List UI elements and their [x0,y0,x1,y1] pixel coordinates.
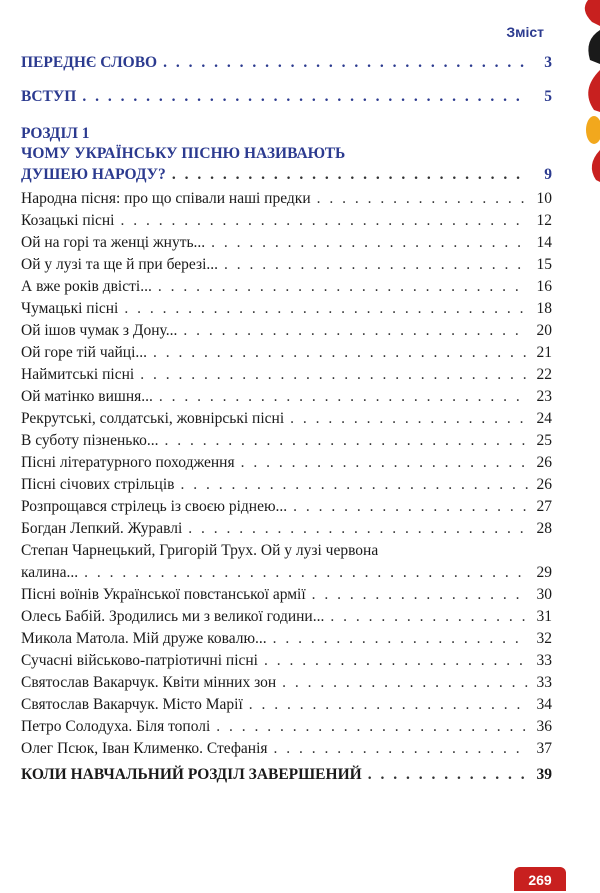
toc-entry-title: Ой у лузі та ще й при березі... [21,256,219,273]
toc-entry-title: А вже років двісті... [21,278,152,295]
toc-entry-page: 29 [536,564,552,581]
dot-leader [224,254,528,276]
toc-entry-title: КОЛИ НАВЧАЛЬНИЙ РОЗДІЛ ЗАВЕРШЕНИЙ [21,766,362,783]
toc-entry-page: 37 [536,740,552,757]
toc-entry-page: 24 [536,410,552,427]
chapter-heading[interactable] [21,124,552,186]
dot-leader [290,408,528,430]
chapter-title-row [21,164,552,186]
toc-entry-multiline[interactable] [21,540,552,584]
toc-entry-title: ВСТУП [21,88,77,105]
toc-entry[interactable] [21,518,552,540]
dot-leader [273,628,528,650]
toc-entry-page: 30 [536,586,552,603]
toc-entry[interactable] [21,188,552,210]
toc-entry[interactable] [21,254,552,276]
toc-entry-page: 33 [536,674,552,691]
dot-leader [241,452,528,474]
chapter-page: 9 [544,166,552,183]
dot-leader [312,584,528,606]
toc-entry-title: Сучасні військово-патріотичні пісні [21,652,258,669]
toc-entry-chapter-complete[interactable] [21,764,552,786]
toc-entry-title: Святослав Вакарчук. Місто Марії [21,696,243,713]
toc-entry[interactable] [21,276,552,298]
dot-leader [153,342,528,364]
toc-entry-title: Чумацькі пісні [21,300,119,317]
toc-entry-page: 23 [536,388,552,405]
toc-entry[interactable] [21,650,552,672]
dot-leader [180,474,528,496]
dot-leader [317,188,528,210]
toc-entry-page: 34 [536,696,552,713]
toc-entry[interactable] [21,232,552,254]
toc-entry-title: Петро Солодуха. Біля тополі [21,718,211,735]
toc-entry[interactable] [21,738,552,760]
toc-entry[interactable] [21,628,552,650]
toc-entry-title: Наймитські пісні [21,366,135,383]
toc-entry-page: 12 [536,212,552,229]
dot-leader [274,738,528,760]
toc-entry-title: Розпрощався стрілець із своєю ріднею... [21,498,288,515]
dot-leader [140,364,528,386]
toc-entry-title: ПЕРЕДНЄ СЛОВО [21,54,158,71]
toc-entry-title: Пісні літературного походження [21,454,235,471]
toc-entry-title: Рекрутські, солдатські, жовнірські пісні [21,410,285,427]
toc-entry-page: 33 [536,652,552,669]
toc-entry-foreword[interactable] [21,52,552,74]
dot-leader [84,562,528,584]
chapter-title-line2: ДУШЕЮ НАРОДУ? [21,166,166,183]
decorative-illustration [570,0,600,200]
toc-entry-title: Богдан Лепкий. Журавлі [21,520,183,537]
toc-entry-title: Ой горе тій чайці... [21,344,148,361]
toc-entry[interactable] [21,474,552,496]
toc-entry[interactable] [21,342,552,364]
toc-entry[interactable] [21,452,552,474]
toc-entry-page: 14 [536,234,552,251]
toc-entry-page: 21 [536,344,552,361]
toc-entry-title-line1: Степан Чарнецький, Григорій Трух. Ой у лузі червона [21,542,379,559]
toc-entry-title: Пісні воїнів Української повстанської армії [21,586,306,603]
toc-entry-page: 3 [544,54,552,71]
toc-entry[interactable] [21,298,552,320]
toc-entry-title: Микола Матола. Мій друже ковалю... [21,630,267,647]
toc-entry-title: Ой матінко вишня... [21,388,153,405]
toc-entry-page: 26 [536,476,552,493]
toc-entry-title-line2: калина... [21,564,79,581]
toc-entry-page: 20 [536,322,552,339]
dot-leader [124,298,528,320]
dot-leader [164,430,528,452]
toc-entry-introduction[interactable] [21,86,552,108]
dot-leader [163,52,528,74]
toc-entry[interactable] [21,496,552,518]
toc-entry-page: 15 [536,256,552,273]
toc-entry[interactable] [21,386,552,408]
toc-entry-title: Козацькі пісні [21,212,115,229]
dot-leader [264,650,528,672]
dot-leader [249,694,528,716]
toc-entry[interactable] [21,430,552,452]
toc-entry-page: 25 [536,432,552,449]
dot-leader [188,518,528,540]
toc-entry-page: 32 [536,630,552,647]
toc-entry[interactable] [21,364,552,386]
toc-entry-title: В суботу пізненько... [21,432,159,449]
dot-leader [120,210,528,232]
toc-entry[interactable] [21,606,552,628]
dot-leader [330,606,528,628]
toc-entry[interactable] [21,694,552,716]
dot-leader [82,86,528,108]
toc-entry-page: 27 [536,498,552,515]
chapter-label: РОЗДІЛ 1 [21,125,90,142]
dot-leader [368,764,528,786]
dot-leader [282,672,528,694]
chapter-title-line1: ЧОМУ УКРАЇНСЬКУ ПІСНЮ НАЗИВАЮТЬ [21,145,346,162]
toc-entry-page: 36 [536,718,552,735]
dot-leader [172,164,528,186]
dot-leader [293,496,528,518]
toc-entry-title: Ой на горі та женці жнуть... [21,234,206,251]
dot-leader [183,320,528,342]
toc-entry-page: 18 [536,300,552,317]
toc-entry-page: 10 [536,190,552,207]
toc-entry-title: Олесь Бабій. Зродились ми з великої години... [21,608,325,625]
toc-entry-page: 5 [544,88,552,105]
table-of-contents [21,52,552,786]
dot-leader [158,276,528,298]
dot-leader [211,232,528,254]
toc-entry[interactable] [21,716,552,738]
toc-entry[interactable] [21,584,552,606]
toc-entry-title: Пісні січових стрільців [21,476,175,493]
dot-leader [216,716,528,738]
toc-entry-page: 26 [536,454,552,471]
toc-entry[interactable] [21,408,552,430]
toc-entry-title: Ой ішов чумак з Дону... [21,322,178,339]
toc-entry-title: Народна пісня: про що співали наші предки [21,190,311,207]
toc-entry-page: 39 [536,766,552,783]
toc-entry[interactable] [21,320,552,342]
toc-entry[interactable] [21,672,552,694]
toc-entry-page: 31 [536,608,552,625]
toc-entry[interactable] [21,210,552,232]
toc-entry-page: 28 [536,520,552,537]
toc-entry-page: 22 [536,366,552,383]
section-header: Зміст [506,24,544,40]
toc-entry-title-row [21,562,552,584]
page-number-badge: 269 [514,867,566,891]
toc-entry-page: 16 [536,278,552,295]
toc-entry-title: Святослав Вакарчук. Квіти мінних зон [21,674,277,691]
dot-leader [159,386,528,408]
toc-entry-title: Олег Псюк, Іван Клименко. Стефанія [21,740,268,757]
